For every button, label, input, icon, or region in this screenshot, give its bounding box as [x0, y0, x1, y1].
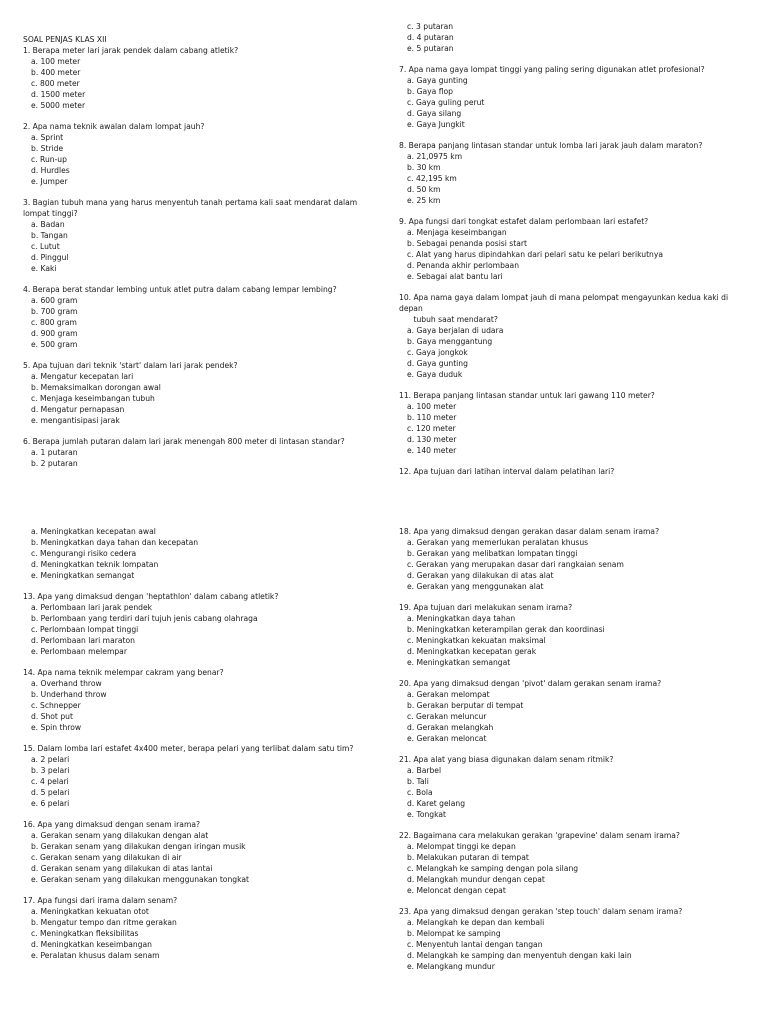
answer-option: b. 30 km — [407, 163, 441, 172]
answer-option: a. Meningkatkan kecepatan awal — [31, 527, 156, 536]
answer-option: c. Lutut — [31, 242, 60, 251]
answer-option: c. Bola — [407, 788, 433, 797]
answer-option: c. Menyentuh lantai dengan tangan — [407, 940, 543, 949]
answer-option: d. 5 pelari — [31, 788, 70, 797]
answer-option: e. Meningkatkan semangat — [407, 658, 511, 667]
answer-option: a. Melompat tinggi ke depan — [407, 842, 516, 851]
answer-option: c. Alat yang harus dipindahkan dari pelari satu ke pelari berikutnya — [407, 250, 664, 259]
answer-option: e. Sebagai alat bantu lari — [407, 272, 503, 281]
answer-option: e. Melangkang mundur — [407, 962, 495, 971]
answer-option: b. 700 gram — [31, 307, 78, 316]
page-2-right-column — [399, 526, 749, 982]
answer-option: e. Spin throw — [31, 723, 82, 732]
answer-option: e. Gerakan senam yang dilakukan menggunakan tongkat — [31, 875, 249, 884]
question-block — [23, 526, 373, 581]
answer-option: c. Menjaga keseimbangan tubuh — [31, 394, 155, 403]
answer-option: c. Run-up — [31, 155, 67, 164]
question-text: 15. Dalam lomba lari estafet 4x400 meter, berapa pelari yang terlibat dalam satu tim? — [23, 744, 354, 753]
question-text: 2. Apa nama teknik awalan dalam lompat jauh? — [23, 122, 205, 131]
answer-option: b. 110 meter — [407, 413, 457, 422]
answer-option: b. Gerakan yang melibatkan lompatan tinggi — [407, 549, 578, 558]
answer-option: d. Shot put — [31, 712, 73, 721]
question-block — [399, 678, 749, 744]
question-list — [399, 21, 749, 477]
question-block — [23, 284, 373, 350]
answer-option: a. Mengatur kecepatan lari — [31, 372, 134, 381]
answer-option: a. Meningkatkan kekuatan otot — [31, 907, 149, 916]
answer-option: b. Perlombaan yang terdiri dari tujuh jenis cabang olahraga — [31, 614, 258, 623]
question-block — [23, 667, 373, 733]
question-block — [23, 743, 373, 809]
answer-option: b. 3 pelari — [31, 766, 70, 775]
answer-option: d. Meningkatkan keseimbangan — [31, 940, 152, 949]
answer-option: e. Kaki — [31, 264, 57, 273]
answer-option: c. Mengurangi risiko cedera — [31, 549, 137, 558]
question-block — [399, 64, 749, 130]
question-text: 16. Apa yang dimaksud dengan senam irama? — [23, 820, 201, 829]
answer-option: e. 25 km — [407, 196, 441, 205]
answer-option: b. Gerakan senam yang dilakukan dengan iringan musik — [31, 842, 246, 851]
answer-option: b. 2 putaran — [31, 459, 78, 468]
question-block — [23, 197, 373, 274]
page-2 — [0, 512, 768, 1024]
answer-option: b. Stride — [31, 144, 64, 153]
question-text: 14. Apa nama teknik melempar cakram yang benar? — [23, 668, 224, 677]
answer-option: a. Barbel — [407, 766, 442, 775]
answer-option: c. Gerakan yang merupakan dasar dari rangkaian senam — [407, 560, 624, 569]
answer-option: d. Gaya gunting — [407, 359, 468, 368]
answer-option: b. Gaya menggantung — [407, 337, 493, 346]
answer-option: a. Melangkah ke depan dan kembali — [407, 918, 545, 927]
answer-option: d. Melangkah ke samping dan menyentuh dengan kaki lain — [407, 951, 632, 960]
answer-option: c. 800 meter — [31, 79, 80, 88]
answer-option: d. 4 putaran — [407, 33, 454, 42]
answer-option: d. Mengatur pernapasan — [31, 405, 125, 414]
answer-option: d. Penanda akhir perlombaan — [407, 261, 520, 270]
question-block — [399, 466, 749, 477]
question-block — [399, 390, 749, 456]
answer-option: b. Tangan — [31, 231, 68, 240]
answer-option: c. Meningkatkan kekuatan maksimal — [407, 636, 546, 645]
question-block — [399, 754, 749, 820]
answer-option: e. Perlombaan melempar — [31, 647, 127, 656]
answer-option: c. 4 pelari — [31, 777, 69, 786]
question-text: 17. Apa fungsi dari irama dalam senam? — [23, 896, 178, 905]
answer-option: a. 600 gram — [31, 296, 78, 305]
answer-option: b. Melompat ke samping — [407, 929, 501, 938]
answer-option: e. 6 pelari — [31, 799, 70, 808]
question-block — [399, 292, 749, 380]
answer-option: d. Pinggul — [31, 253, 69, 262]
question-block — [399, 526, 749, 592]
question-block — [23, 436, 373, 469]
answer-option: c. 3 putaran — [407, 22, 454, 31]
answer-option: c. Gaya jongkok — [407, 348, 468, 357]
answer-option: d. 50 km — [407, 185, 441, 194]
answer-option: b. Tali — [407, 777, 429, 786]
answer-option: c. Melangkah ke samping dengan pola silang — [407, 864, 579, 873]
question-text: 19. Apa tujuan dari melakukan senam irama? — [399, 603, 573, 612]
answer-option: b. Gerakan berputar di tempat — [407, 701, 524, 710]
question-block — [23, 360, 373, 426]
answer-option: b. Underhand throw — [31, 690, 107, 699]
question-block — [399, 906, 749, 972]
answer-option: d. Meningkatkan teknik lompatan — [31, 560, 159, 569]
answer-option: a. Menjaga keseimbangan — [407, 228, 507, 237]
answer-option: a. Sprint — [31, 133, 64, 142]
page-2-left-column — [23, 526, 373, 971]
question-text: 9. Apa fungsi dari tongkat estafet dalam perlombaan lari estafet? — [399, 217, 649, 226]
answer-option: a. Gaya gunting — [407, 76, 468, 85]
answer-option: a. Gaya berjalan di udara — [407, 326, 504, 335]
answer-option: b. Memaksimalkan dorongan awal — [31, 383, 161, 392]
answer-option: b. Meningkatkan keterampilan gerak dan koordinasi — [407, 625, 605, 634]
answer-option: a. 100 meter — [31, 57, 81, 66]
answer-option: e. Jumper — [31, 177, 68, 186]
question-text: 18. Apa yang dimaksud dengan gerakan dasar dalam senam irama? — [399, 527, 660, 536]
answer-option: e. Peralatan khusus dalam senam — [31, 951, 160, 960]
answer-option: e. 500 gram — [31, 340, 78, 349]
question-text: 11. Berapa panjang lintasan standar untuk lari gawang 110 meter? — [399, 391, 655, 400]
question-text: 6. Berapa jumlah putaran dalam lari jarak menengah 800 meter di lintasan standar? — [23, 437, 345, 446]
question-text: 7. Apa nama gaya lompat tinggi yang paling sering digunakan atlet profesional? — [399, 65, 705, 74]
question-text: 8. Berapa panjang lintasan standar untuk lomba lari jarak jauh dalam maraton? — [399, 141, 703, 150]
question-block — [23, 895, 373, 961]
answer-option: e. Tongkat — [407, 810, 447, 819]
question-block — [399, 830, 749, 896]
answer-option: a. Overhand throw — [31, 679, 102, 688]
question-text: 1. Berapa meter lari jarak pendek dalam cabang atletik? — [23, 46, 239, 55]
answer-option: c. Gaya guling perut — [407, 98, 485, 107]
question-block — [23, 121, 373, 187]
answer-option: c. Gerakan meluncur — [407, 712, 487, 721]
answer-option: d. Karet gelang — [407, 799, 466, 808]
answer-option: c. 800 gram — [31, 318, 77, 327]
answer-option: c. Gerakan senam yang dilakukan di air — [31, 853, 182, 862]
question-text: 3. Bagian tubuh mana yang harus menyentuh tanah pertama kali saat mendarat dalam lompat tinggi? — [23, 198, 360, 218]
answer-option: d. Melangkah mundur dengan cepat — [407, 875, 545, 884]
answer-option: d. Gaya silang — [407, 109, 462, 118]
answer-option: e. Gaya Jungkit — [407, 120, 465, 129]
answer-option: e. Gerakan meloncat — [407, 734, 487, 743]
answer-option: a. Badan — [31, 220, 65, 229]
answer-option: d. 130 meter — [407, 435, 457, 444]
answer-option: d. 900 gram — [31, 329, 78, 338]
answer-option: a. Perlombaan lari jarak pendek — [31, 603, 153, 612]
question-block — [399, 602, 749, 668]
question-block — [23, 591, 373, 657]
question-text: 22. Bagaimana cara melakukan gerakan 'grapevine' dalam senam irama? — [399, 831, 680, 840]
answer-option: c. 120 meter — [407, 424, 456, 433]
answer-option: b. Sebagai penanda posisi start — [407, 239, 527, 248]
answer-option: c. Perlombaan lompat tinggi — [31, 625, 139, 634]
question-block — [399, 21, 749, 54]
answer-option: a. Gerakan yang memerlukan peralatan khusus — [407, 538, 589, 547]
answer-option: a. 1 putaran — [31, 448, 78, 457]
answer-option: a. Gerakan melompat — [407, 690, 490, 699]
answer-option: e. 140 meter — [407, 446, 457, 455]
answer-option: b. Meningkatkan daya tahan dan kecepatan — [31, 538, 199, 547]
question-block — [399, 140, 749, 206]
answer-option: c. Meningkatkan fleksibilitas — [31, 929, 139, 938]
question-text: 13. Apa yang dimaksud dengan 'heptathlon' dalam cabang atletik? — [23, 592, 279, 601]
question-list — [399, 526, 749, 972]
question-block — [23, 45, 373, 111]
answer-option: d. Gerakan melangkah — [407, 723, 494, 732]
answer-option: b. Melakukan putaran di tempat — [407, 853, 529, 862]
answer-option: c. Schnepper — [31, 701, 81, 710]
question-text: 10. Apa nama gaya dalam lompat jauh di mana pelompat mengayunkan kedua kaki di depan tubuh saat mendarat? — [399, 293, 729, 324]
answer-option: a. 100 meter — [407, 402, 457, 411]
answer-option: e. Gaya duduk — [407, 370, 463, 379]
page-1-left-column — [23, 34, 373, 479]
answer-option: e. Meningkatkan semangat — [31, 571, 135, 580]
answer-option: e. 5 putaran — [407, 44, 454, 53]
question-text: 4. Berapa berat standar lembing untuk atlet putra dalam cabang lempar lembing? — [23, 285, 337, 294]
answer-option: e. 5000 meter — [31, 101, 86, 110]
answer-option: a. 2 pelari — [31, 755, 70, 764]
answer-option: b. 400 meter — [31, 68, 81, 77]
document-title: SOAL PENJAS KLAS XII — [23, 35, 107, 44]
page-1-right-column — [399, 21, 749, 487]
question-text: 23. Apa yang dimaksud dengan gerakan 'step touch' dalam senam irama? — [399, 907, 683, 916]
answer-option: d. Perlombaan lari maraton — [31, 636, 135, 645]
answer-option: d. Meningkatkan kecepatan gerak — [407, 647, 537, 656]
question-text: 20. Apa yang dimaksud dengan 'pivot' dalam gerakan senam irama? — [399, 679, 662, 688]
question-list — [23, 45, 373, 469]
answer-option: e. Meloncat dengan cepat — [407, 886, 506, 895]
question-text: 21. Apa alat yang biasa digunakan dalam senam ritmik? — [399, 755, 614, 764]
question-block — [23, 819, 373, 885]
answer-option: d. Hurdles — [31, 166, 70, 175]
answer-option: d. 1500 meter — [31, 90, 86, 99]
question-block — [399, 216, 749, 282]
question-text: 5. Apa tujuan dari teknik 'start' dalam lari jarak pendek? — [23, 361, 238, 370]
answer-option: e. mengantisipasi jarak — [31, 416, 120, 425]
answer-option: c. 42,195 km — [407, 174, 457, 183]
answer-option: a. Gerakan senam yang dilakukan dengan alat — [31, 831, 209, 840]
answer-option: d. Gerakan senam yang dilakukan di atas lantai — [31, 864, 213, 873]
answer-option: a. Meningkatkan daya tahan — [407, 614, 516, 623]
question-text: 12. Apa tujuan dari latihan interval dalam pelatihan lari? — [399, 467, 615, 476]
answer-option: b. Mengatur tempo dan ritme gerakan — [31, 918, 177, 927]
answer-option: d. Gerakan yang dilakukan di atas alat — [407, 571, 554, 580]
answer-option: a. 21,0975 km — [407, 152, 463, 161]
answer-option: e. Gerakan yang menggunakan alat — [407, 582, 544, 591]
answer-option: b. Gaya flop — [407, 87, 453, 96]
question-list — [23, 526, 373, 961]
